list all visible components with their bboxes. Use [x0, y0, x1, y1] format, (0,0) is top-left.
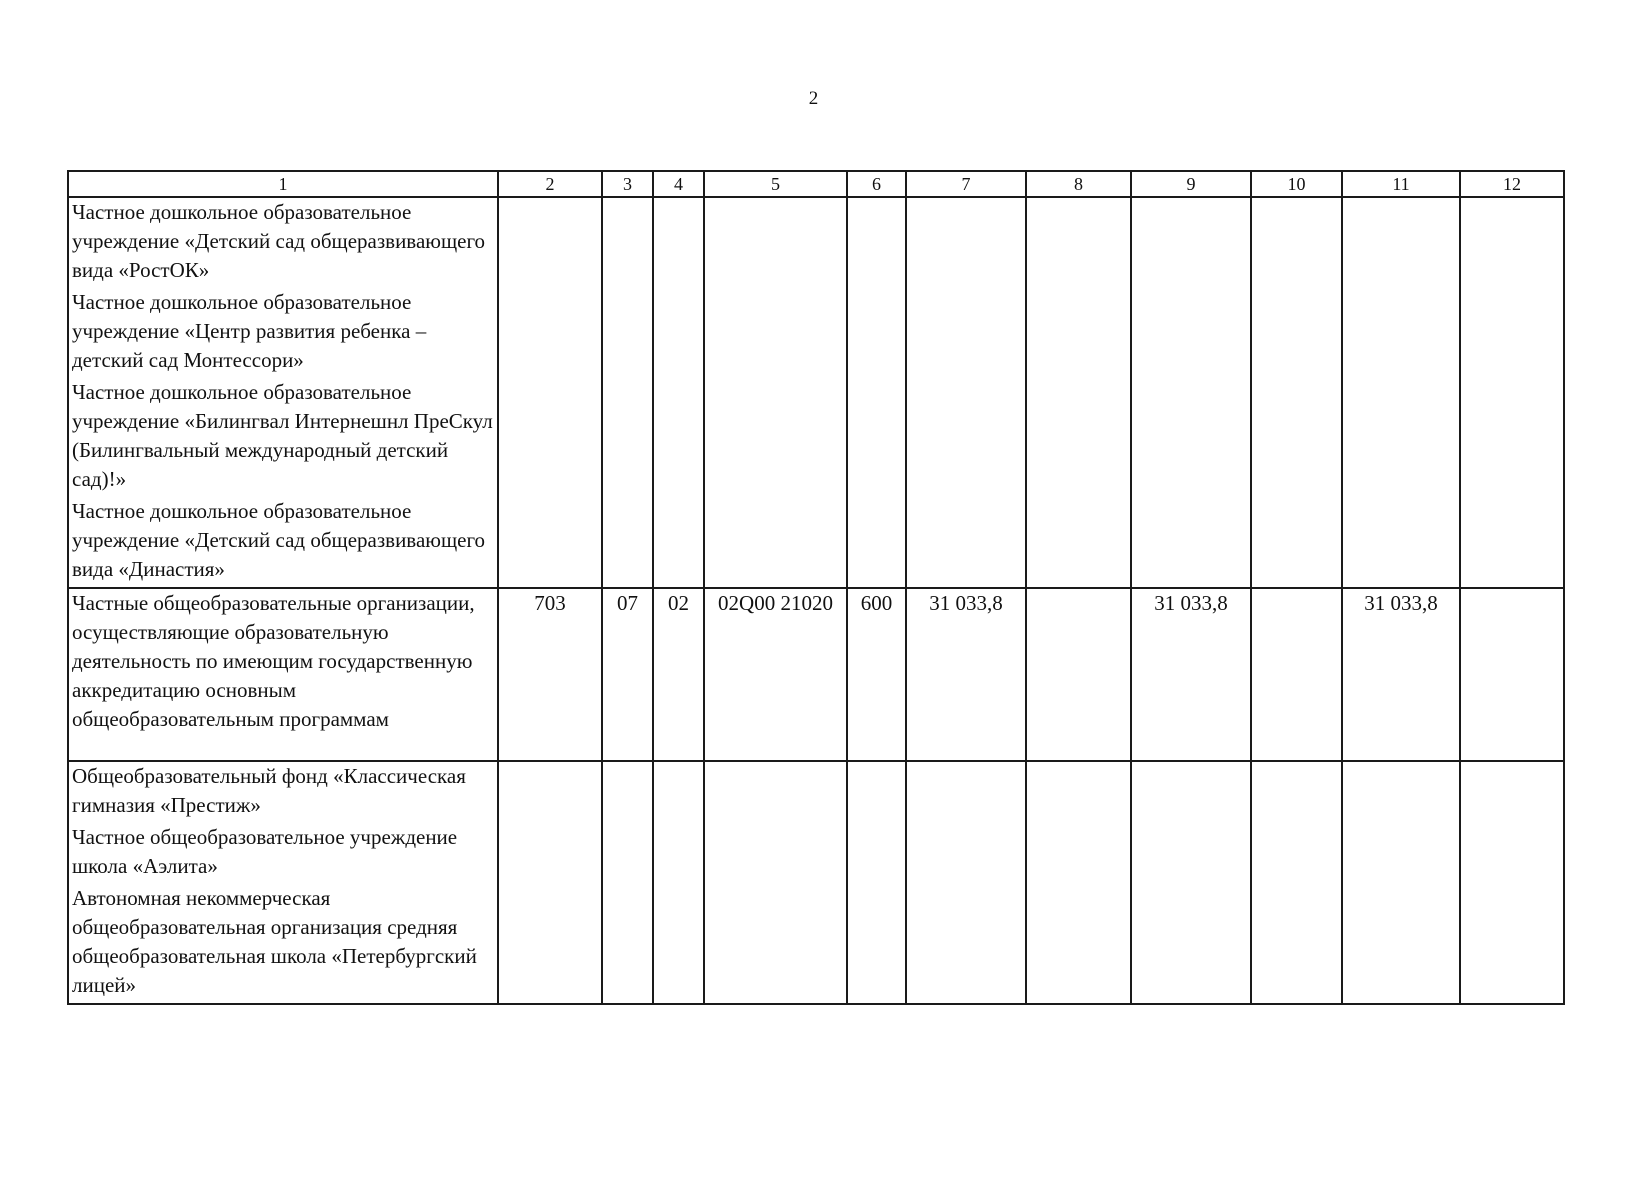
empty-cell [704, 197, 847, 588]
column-header: 10 [1251, 171, 1342, 197]
column-header: 8 [1026, 171, 1131, 197]
organization-name: Частное дошкольное образовательное учреждение «Детский сад общеразвивающего вида «РостОК» [72, 200, 486, 282]
column-header: 4 [653, 171, 704, 197]
empty-cell [653, 761, 704, 1004]
empty-cell [847, 197, 906, 588]
cell-col-11: 31 033,8 [1342, 588, 1460, 761]
cell-col-10 [1251, 588, 1342, 761]
cell-col-9: 31 033,8 [1131, 588, 1251, 761]
empty-cell [498, 761, 602, 1004]
cell-col-7: 31 033,8 [906, 588, 1026, 761]
column-header: 3 [602, 171, 653, 197]
column-header: 1 [68, 171, 498, 197]
empty-cell [1342, 197, 1460, 588]
empty-cell [906, 761, 1026, 1004]
empty-cell [1026, 197, 1131, 588]
organization-name: Частное дошкольное образовательное учреждение «Билингвал Интернешнл ПреСкул (Билингвальный международный детский сад)!» [72, 380, 493, 491]
column-header: 6 [847, 171, 906, 197]
empty-cell [1131, 761, 1251, 1004]
column-header: 7 [906, 171, 1026, 197]
organization-name: Частное дошкольное образовательное учреждение «Детский сад общеразвивающего вида «Династия» [72, 499, 486, 581]
empty-cell [653, 197, 704, 588]
cell-col-2: 703 [498, 588, 602, 761]
column-header: 12 [1460, 171, 1564, 197]
table-row [68, 588, 1564, 761]
cell-col-4: 02 [653, 588, 704, 761]
column-header: 9 [1131, 171, 1251, 197]
empty-cell [1131, 197, 1251, 588]
organization-name: Автономная некоммерческая общеобразовательная организация средняя общеобразовательная школа «Петербургский лицей» [72, 886, 477, 997]
organization-name: Общеобразовательный фонд «Классическая гимназия «Престиж» [72, 764, 466, 817]
organization-name: Частное общеобразовательное учреждение школа «Аэлита» [72, 825, 458, 878]
organization-list-cell [68, 197, 498, 588]
empty-cell [1251, 761, 1342, 1004]
table-row [68, 197, 1564, 588]
cell-col-12 [1460, 588, 1564, 761]
organization-list-cell [68, 761, 498, 1004]
empty-cell [704, 761, 847, 1004]
empty-cell [1251, 197, 1342, 588]
empty-cell [1460, 761, 1564, 1004]
cell-col-5: 02Q00 21020 [704, 588, 847, 761]
budget-table [67, 170, 1565, 1005]
column-number-header-row [68, 171, 1564, 197]
column-header: 2 [498, 171, 602, 197]
empty-cell [602, 761, 653, 1004]
empty-cell [1460, 197, 1564, 588]
empty-cell [602, 197, 653, 588]
empty-cell [1342, 761, 1460, 1004]
budget-item-label: Частные общеобразовательные организации, осуществляющие образовательную деятельность по имеющим государственную аккредитацию основным общеобразовательным программам [68, 588, 498, 761]
cell-col-3: 07 [602, 588, 653, 761]
page-number: 2 [808, 88, 819, 109]
cell-col-8 [1026, 588, 1131, 761]
cell-col-6: 600 [847, 588, 906, 761]
column-header: 11 [1342, 171, 1460, 197]
organization-name: Частное дошкольное образовательное учреждение «Центр развития ребенка – детский сад Монтессори» [72, 290, 427, 372]
empty-cell [847, 761, 906, 1004]
empty-cell [906, 197, 1026, 588]
column-header: 5 [704, 171, 847, 197]
empty-cell [1026, 761, 1131, 1004]
empty-cell [498, 197, 602, 588]
table-row [68, 761, 1564, 1004]
